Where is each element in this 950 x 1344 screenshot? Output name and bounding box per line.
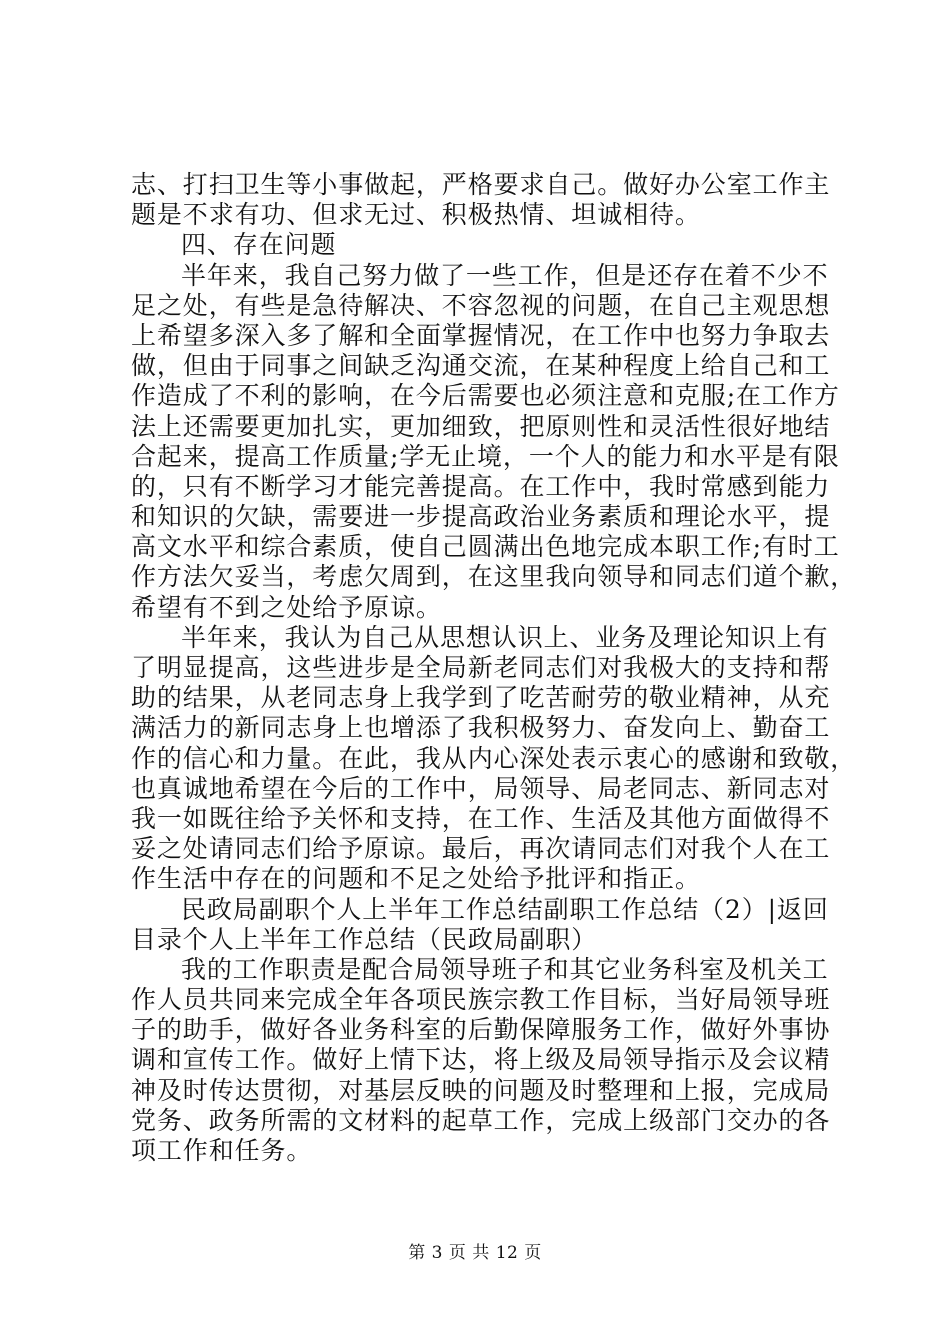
paragraph-gratitude [131,622,857,895]
text-line: 足之处，有些是急待解决、不容忽视的问题，在自己主观思想 [131,290,831,320]
text-line: 高文水平和综合素质，使自己圆满出色地完成本职工作;有时工 [131,532,840,562]
text-line: 也真诚地希望在今后的工作中，局领导、局老同志、新同志对 [131,773,831,803]
text-line: 志、打扫卫生等小事做起，严格要求自己。做好办公室工作主 [131,170,831,199]
text-line: 神及时传达贯彻，对基层反映的问题及时整理和上报，完成局 [131,1075,831,1105]
text-line: 法上还需要更加扎实，更加细致，把原则性和灵活性很好地结 [131,411,831,441]
paragraph-responsibilities [131,955,831,1166]
text-line: 作造成了不利的影响，在今后需要也必须注意和克服;在工作方 [131,381,840,411]
text-line: 作生活中存在的问题和不足之处给予批评和指正。 [131,864,701,894]
text-line: 题是不求有功、但求无过、积极热情、坦诚相待。 [131,200,701,230]
text-line: 作方法欠妥当，考虑欠周到，在这里我向领导和同志们道个歉， [131,562,857,592]
text-line: 合起来，提高工作质量;学无止境，一个人的能力和水平是有限 [131,441,840,471]
text-line: 半年来，我认为自己从思想认识上、业务及理论知识上有 [181,622,829,652]
text-line: 党务、政务所需的文材料的起草工作，完成上级部门交办的各 [131,1105,831,1135]
text-line: 希望有不到之处给予原谅。 [131,592,442,622]
article-title-line: 民政局副职个人上半年工作总结副职工作总结（2）|返回 [181,894,829,924]
text-line: 助的结果，从老同志身上我学到了吃苦耐劳的敬业精神，从充 [131,683,831,713]
text-line: 调和宣传工作。做好上情下达，将上级及局领导指示及会议精 [131,1045,831,1075]
text-line: 子的助手，做好各业务科室的后勤保障服务工作，做好外事协 [131,1015,831,1045]
text-line: 我的工作职责是配合局领导班子和其它业务科室及机关工 [181,954,829,984]
text-line: 和知识的欠缺，需要进一步提高政治业务素质和理论水平，提 [131,502,831,532]
text-line: 满活力的新同志身上也增添了我积极努力、奋发向上、勤奋工 [131,713,831,743]
text-line: 项工作和任务。 [131,1136,313,1165]
paragraph-continuation [131,170,831,230]
article-title-line: 目录个人上半年工作总结（民政局副职） [131,924,598,954]
section-heading: 四、存在问题 [181,230,337,260]
text-line: 半年来，我自己努力做了一些工作，但是还存在着不少不 [181,260,829,290]
text-line: 作的信心和力量。在此，我从内心深处表示衷心的感谢和致敬， [131,743,857,773]
text-line: 上希望多深入多了解和全面掌握情况，在工作中也努力争取去 [131,320,831,350]
section-title-second-article [131,895,831,955]
paragraph-shortcomings [131,260,857,623]
text-line: 了明显提高，这些进步是全局新老同志们对我极大的支持和帮 [131,653,831,682]
text-line: 我一如既往给予关怀和支持，在工作、生活及其他方面做得不 [131,803,831,833]
text-line: 的，只有不断学习才能完善提高。在工作中，我时常感到能力 [131,471,831,501]
document-body [131,170,857,1166]
text-line: 做，但由于同事之间缺乏沟通交流，在某种程度上给自己和工 [131,351,831,381]
section-heading-problems [131,230,831,260]
text-line: 作人员共同来完成全年各项民族宗教工作目标，当好局领导班 [131,985,831,1015]
text-line: 妥之处请同志们给予原谅。最后，再次请同志们对我个人在工 [131,834,831,864]
page-number-footer: 第 3 页 共 12 页 [408,1243,542,1263]
